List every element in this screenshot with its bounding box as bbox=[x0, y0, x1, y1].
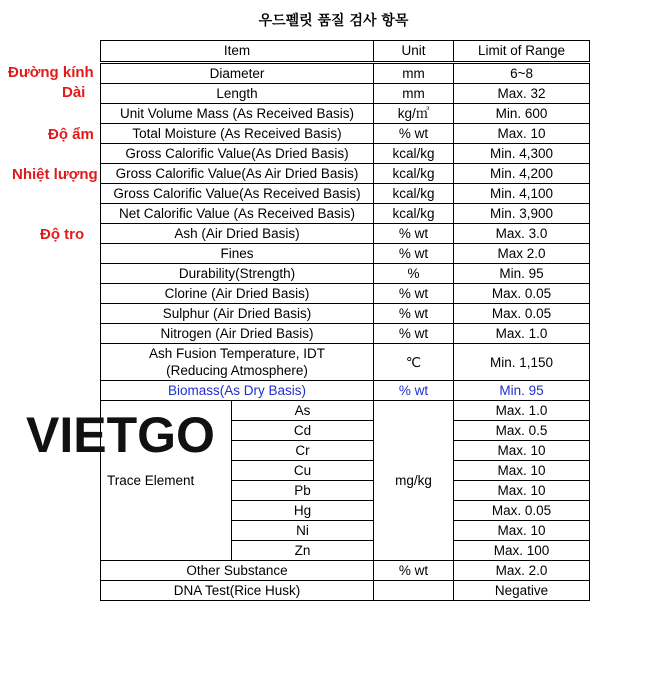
cell-limit: Max. 2.0 bbox=[454, 561, 590, 581]
cell-item: Fines bbox=[101, 244, 374, 264]
trace-element-limit: Max. 10 bbox=[454, 481, 590, 501]
cell-unit: % wt bbox=[374, 561, 454, 581]
cell-unit bbox=[374, 581, 454, 601]
table-row-dna-test bbox=[101, 581, 590, 601]
table-header-row bbox=[101, 41, 590, 63]
trace-element-name: Hg bbox=[232, 501, 374, 521]
annotation-diameter: Đường kính bbox=[8, 64, 94, 81]
cell-item bbox=[101, 344, 374, 381]
cell-limit: Min. 4,100 bbox=[454, 184, 590, 204]
cell-limit: Min. 600 bbox=[454, 104, 590, 124]
cell-limit: Min. 3,900 bbox=[454, 204, 590, 224]
trace-element-name: Pb bbox=[232, 481, 374, 501]
table-row bbox=[101, 284, 590, 304]
table-row bbox=[101, 264, 590, 284]
cell-item: Unit Volume Mass (As Received Basis) bbox=[101, 104, 374, 124]
table-row bbox=[101, 224, 590, 244]
cell-item: Total Moisture (As Received Basis) bbox=[101, 124, 374, 144]
cell-unit: kcal/kg bbox=[374, 184, 454, 204]
trace-element-name: Cr bbox=[232, 441, 374, 461]
quality-spec-table bbox=[100, 40, 590, 601]
cell-limit: Negative bbox=[454, 581, 590, 601]
vietgo-watermark: VIETGO bbox=[26, 407, 215, 463]
cell-item: Length bbox=[101, 84, 374, 104]
annotation-ash: Độ tro bbox=[40, 226, 85, 243]
cell-item: Other Substance bbox=[101, 561, 374, 581]
cell-item: Sulphur (Air Dried Basis) bbox=[101, 304, 374, 324]
annotation-moisture: Độ ẩm bbox=[48, 126, 94, 143]
table-row bbox=[101, 244, 590, 264]
cell-unit: % bbox=[374, 264, 454, 284]
trace-element-label: Trace Element bbox=[101, 401, 232, 561]
trace-element-name: Zn bbox=[232, 541, 374, 561]
trace-element-limit: Max. 100 bbox=[454, 541, 590, 561]
cell-limit: Max. 0.05 bbox=[454, 304, 590, 324]
ash-fusion-line2: (Reducing Atmosphere) bbox=[166, 363, 308, 378]
table-row-ash-fusion bbox=[101, 344, 590, 381]
cell-unit: % wt bbox=[374, 381, 454, 401]
cell-unit: % wt bbox=[374, 284, 454, 304]
cell-limit: 6~8 bbox=[454, 63, 590, 84]
cell-unit: % wt bbox=[374, 224, 454, 244]
cell-limit: Max. 10 bbox=[454, 124, 590, 144]
table-row bbox=[101, 204, 590, 224]
table-row bbox=[101, 63, 590, 84]
trace-element-name: Cu bbox=[232, 461, 374, 481]
table-row bbox=[101, 304, 590, 324]
table-row bbox=[101, 124, 590, 144]
trace-element-limit: Max. 10 bbox=[454, 521, 590, 541]
cell-item: Biomass(As Dry Basis) bbox=[101, 381, 374, 401]
cell-limit: Max. 32 bbox=[454, 84, 590, 104]
trace-element-limit: Max. 10 bbox=[454, 461, 590, 481]
cell-item: Gross Calorific Value(As Received Basis) bbox=[101, 184, 374, 204]
cell-item: Diameter bbox=[101, 63, 374, 84]
cell-limit: Min. 95 bbox=[454, 381, 590, 401]
table-row-other-substance bbox=[101, 561, 590, 581]
cell-item: Gross Calorific Value(As Dried Basis) bbox=[101, 144, 374, 164]
cell-item: DNA Test(Rice Husk) bbox=[101, 581, 374, 601]
table-row bbox=[101, 324, 590, 344]
trace-element-unit: mg/kg bbox=[374, 401, 454, 561]
cell-unit: ℃ bbox=[374, 344, 454, 381]
trace-element-limit: Max. 10 bbox=[454, 441, 590, 461]
cell-item: Net Calorific Value (As Received Basis) bbox=[101, 204, 374, 224]
page-title: 우드펠릿 품질 검사 항목 bbox=[258, 13, 409, 29]
header-limit: Limit of Range bbox=[454, 41, 590, 63]
cell-unit: % wt bbox=[374, 124, 454, 144]
cell-limit: Max. 0.05 bbox=[454, 284, 590, 304]
cell-item: Durability(Strength) bbox=[101, 264, 374, 284]
cell-limit: Min. 4,200 bbox=[454, 164, 590, 184]
cell-unit: % wt bbox=[374, 304, 454, 324]
table-row-biomass bbox=[101, 381, 590, 401]
cell-unit: mm bbox=[374, 63, 454, 84]
cell-item: Clorine (Air Dried Basis) bbox=[101, 284, 374, 304]
cell-limit: Max. 1.0 bbox=[454, 324, 590, 344]
cell-unit: kg/㎥ bbox=[374, 104, 454, 124]
table-row bbox=[101, 164, 590, 184]
table-row bbox=[101, 144, 590, 164]
table-row bbox=[101, 104, 590, 124]
header-item: Item bbox=[101, 41, 374, 63]
trace-element-name: Cd bbox=[232, 421, 374, 441]
trace-element-name: As bbox=[232, 401, 374, 421]
cell-limit: Max 2.0 bbox=[454, 244, 590, 264]
trace-element-limit: Max. 0.5 bbox=[454, 421, 590, 441]
cell-unit: % wt bbox=[374, 324, 454, 344]
cell-unit: kcal/kg bbox=[374, 144, 454, 164]
cell-unit: mm bbox=[374, 84, 454, 104]
cell-limit: Min. 95 bbox=[454, 264, 590, 284]
table-row bbox=[101, 184, 590, 204]
cell-limit: Min. 1,150 bbox=[454, 344, 590, 381]
trace-element-limit: Max. 1.0 bbox=[454, 401, 590, 421]
cell-unit: % wt bbox=[374, 244, 454, 264]
annotation-length: Dài bbox=[62, 84, 86, 101]
table-row bbox=[101, 84, 590, 104]
cell-item: Gross Calorific Value(As Air Dried Basis) bbox=[101, 164, 374, 184]
cell-unit: kcal/kg bbox=[374, 164, 454, 184]
cell-item: Ash (Air Dried Basis) bbox=[101, 224, 374, 244]
trace-element-limit: Max. 0.05 bbox=[454, 501, 590, 521]
annotation-calorific: Nhiệt lượng bbox=[12, 166, 98, 183]
cell-limit: Min. 4,300 bbox=[454, 144, 590, 164]
trace-element-name: Ni bbox=[232, 521, 374, 541]
cell-unit: kcal/kg bbox=[374, 204, 454, 224]
cell-item: Nitrogen (Air Dried Basis) bbox=[101, 324, 374, 344]
header-unit: Unit bbox=[374, 41, 454, 63]
cell-limit: Max. 3.0 bbox=[454, 224, 590, 244]
ash-fusion-line1: Ash Fusion Temperature, IDT bbox=[148, 346, 326, 361]
